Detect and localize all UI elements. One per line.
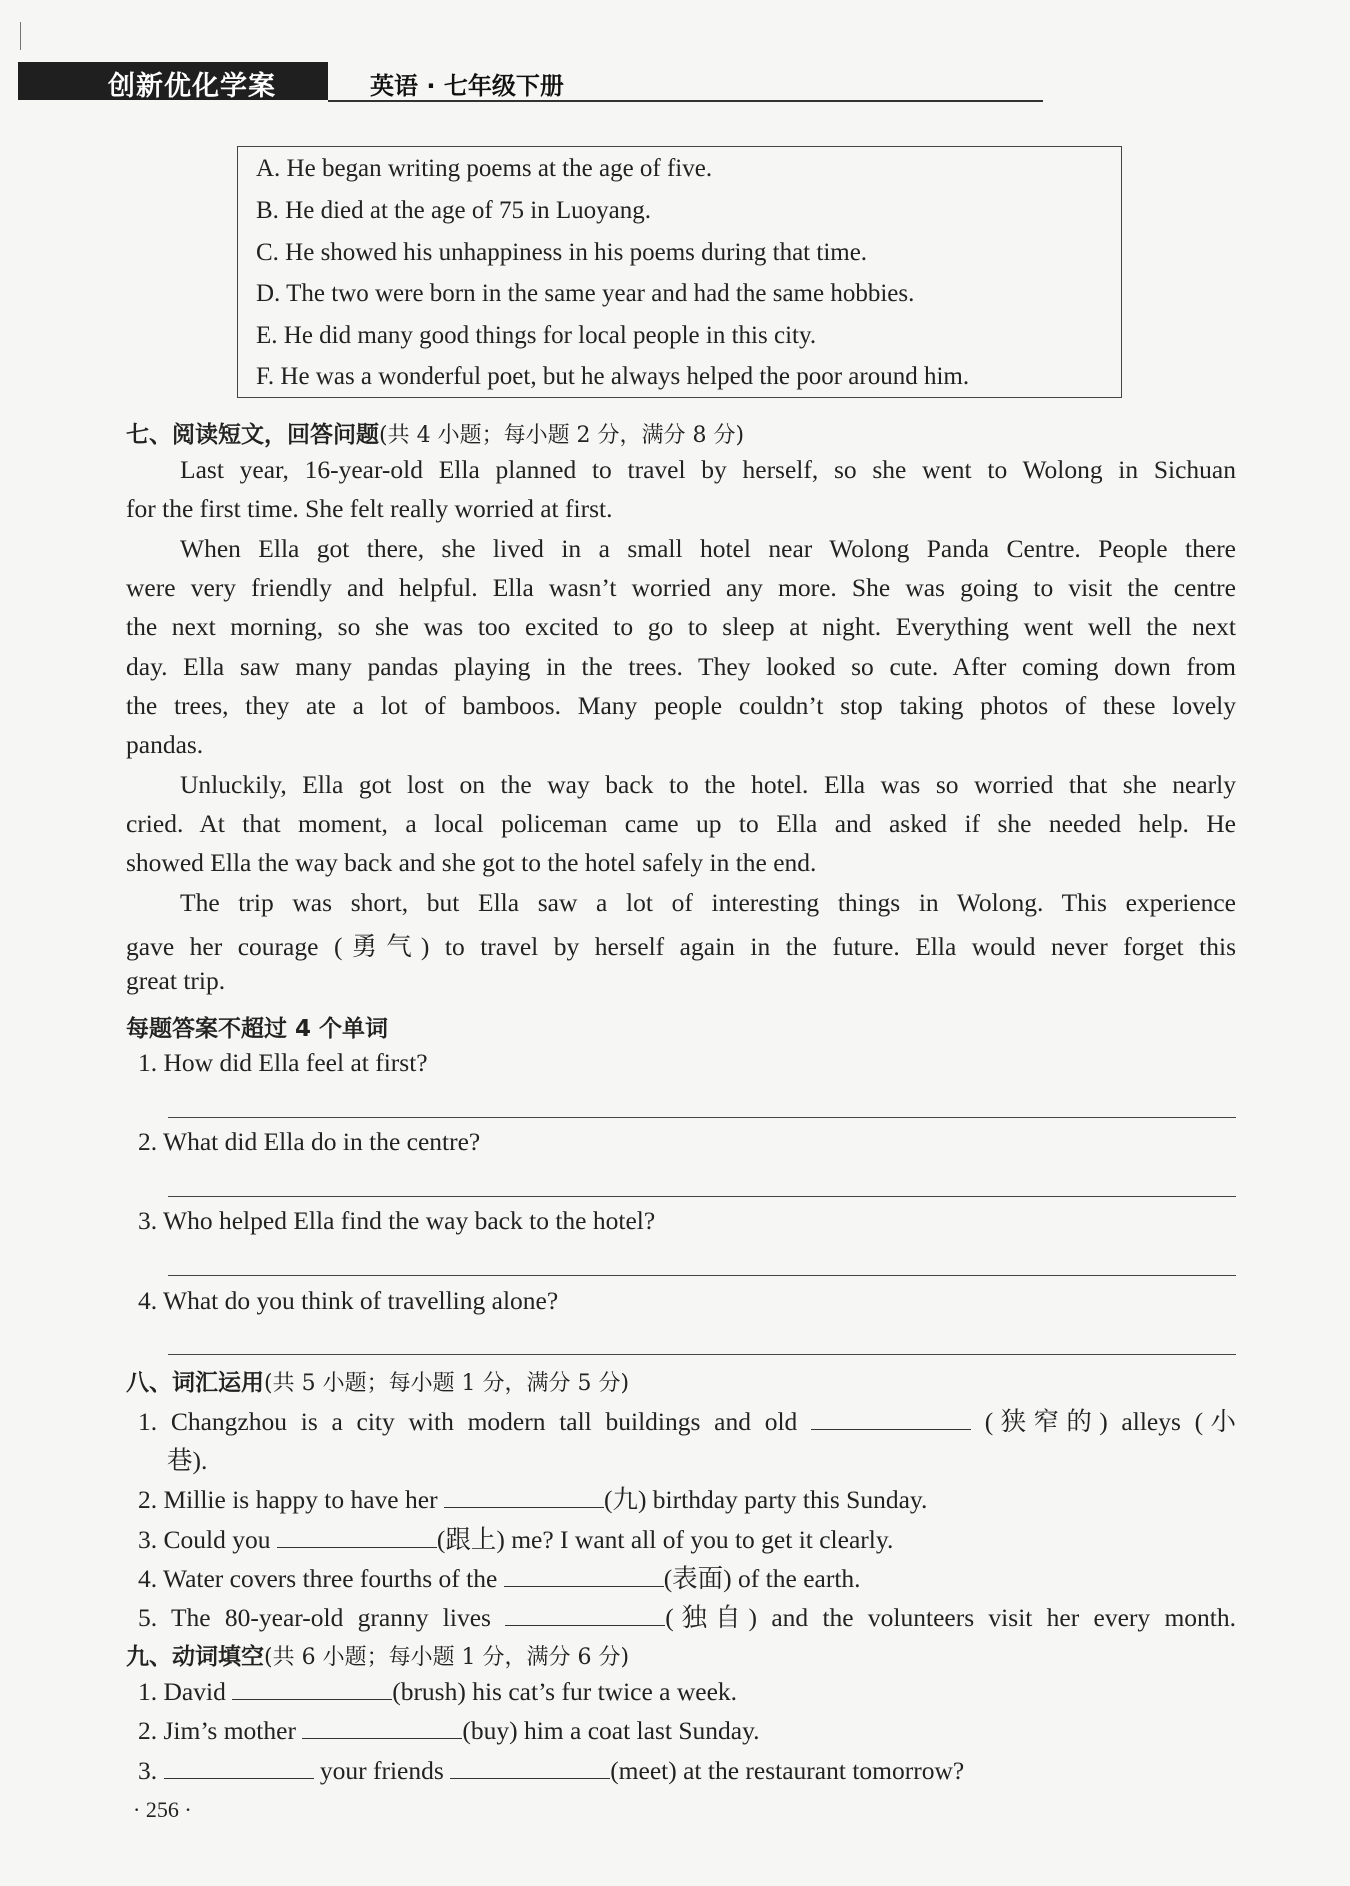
option-f: F. He was a wonderful poet, but he always helped the poor around him. (256, 363, 970, 390)
vocab-item-text: 1. Changzhou is a city with modern tall buildings and old (138, 1407, 798, 1436)
vocab-item-text: 3. Could you (138, 1525, 271, 1554)
passage-line: showed Ella the way back and she got to the hotel safely in the end. (126, 848, 817, 877)
verb-item-text: your friends (319, 1756, 444, 1785)
section7-title (126, 416, 744, 449)
passage-line: the trees, they ate a lot of bamboos. Many people couldn’t stop taking photos of these lovely (126, 691, 1236, 720)
vocab-item-4 (138, 1559, 861, 1595)
fill-blank[interactable] (164, 1756, 314, 1779)
option-e: E. He did many good things for local people in this city. (256, 322, 817, 349)
verb-item-text: 2. Jim’s mother (138, 1716, 296, 1745)
page-edge-mark (20, 22, 21, 50)
vocab-item-text: 5. The 80-year-old granny lives (138, 1603, 491, 1632)
vocab-item-text: 2. Millie is happy to have her (138, 1485, 438, 1514)
question-3: 3. Who helped Ella find the way back to the hotel? (138, 1206, 656, 1235)
section8-note: (共 5 小题；每小题 1 分，满分 5 分) (264, 1371, 630, 1396)
answer-instruction: 每题答案不超过 4 个单词 (126, 1016, 389, 1042)
vocab-item-5 (138, 1598, 1236, 1634)
fill-blank[interactable] (450, 1756, 610, 1779)
answer-line-2[interactable] (168, 1196, 1236, 1197)
passage-line: Last year, 16-year-old Ella planned to travel by herself, so she went to Wolong in Sichuan (180, 455, 1236, 484)
question-1: 1. How did Ella feel at first? (138, 1048, 428, 1077)
passage-line: day. Ella saw many pandas playing in the trees. They looked so cute. After coming down from (126, 652, 1236, 681)
option-a: A. He began writing poems at the age of five. (256, 155, 713, 182)
question-2: 2. What did Ella do in the centre? (138, 1127, 481, 1156)
options-box (237, 146, 1122, 398)
fill-blank[interactable] (302, 1716, 462, 1739)
header-rule (328, 100, 1043, 102)
verb-item-hint: (brush) his cat’s fur twice a week. (392, 1677, 738, 1706)
vocab-item-text: 4. Water covers three fourths of the (138, 1564, 498, 1593)
passage-line: The trip was short, but Ella saw a lot of interesting things in Wolong. This experience (180, 888, 1236, 917)
fill-blank[interactable] (505, 1603, 665, 1626)
verb-item-3 (138, 1756, 964, 1786)
fill-blank[interactable] (504, 1564, 664, 1587)
fill-blank[interactable] (811, 1407, 971, 1430)
verb-item-1 (138, 1677, 737, 1707)
passage-line: great trip. (126, 966, 226, 995)
vocab-item-2 (138, 1480, 927, 1516)
vocab-item-1-cont: 巷). (167, 1446, 208, 1475)
answer-line-3[interactable] (168, 1275, 1236, 1276)
verb-item-hint: (buy) him a coat last Sunday. (462, 1716, 760, 1745)
header-subject: 英语 · 七年级下册 (370, 72, 564, 100)
verb-item-text: 3. (138, 1756, 158, 1785)
fill-blank[interactable] (232, 1677, 392, 1700)
verb-item-text: 1. David (138, 1677, 226, 1706)
header-brand: 创新优化学案 (108, 71, 276, 102)
option-b: B. He died at the age of 75 in Luoyang. (256, 197, 652, 224)
passage-line: gave her courage (勇气) to travel by herself again in the future. Ella would never forget this (126, 932, 1236, 961)
passage-line: Unluckily, Ella got lost on the way back to the hotel. Ella was so worried that she nearly (180, 770, 1236, 799)
option-d: D. The two were born in the same year and had the same hobbies. (256, 280, 915, 307)
vocab-item-hint: (表面) of the earth. (663, 1564, 861, 1593)
answer-line-4[interactable] (168, 1354, 1236, 1355)
passage-line: the next morning, so she was too excited to go to sleep at night. Everything went well the next (126, 612, 1236, 641)
passage-line: were very friendly and helpful. Ella wasn’t worried any more. She was going to visit the centre (126, 573, 1236, 602)
vocab-item-3 (138, 1520, 893, 1556)
section8-title-text: 八、词汇运用 (126, 1370, 264, 1396)
section9-title-text: 九、动词填空 (126, 1644, 264, 1670)
passage-line: When Ella got there, she lived in a small hotel near Wolong Panda Centre. People there (180, 534, 1236, 563)
section9-title (126, 1638, 629, 1671)
passage-line: cried. At that moment, a local policeman came up to Ella and asked if she needed help. He (126, 809, 1236, 838)
section7-note: (共 4 小题；每小题 2 分，满分 8 分) (379, 423, 745, 448)
vocab-item-1 (138, 1402, 1236, 1438)
fill-blank[interactable] (444, 1485, 604, 1508)
section8-title (126, 1364, 629, 1397)
section9-note: (共 6 小题；每小题 1 分，满分 6 分) (264, 1645, 630, 1670)
vocab-item-hint: (狭窄的) alleys (小 (984, 1407, 1236, 1436)
passage-line: for the first time. She felt really worried at first. (126, 494, 613, 523)
verb-item-2 (138, 1716, 760, 1746)
option-c: C. He showed his unhappiness in his poems during that time. (256, 239, 868, 266)
verb-item-hint: (meet) at the restaurant tomorrow? (610, 1756, 965, 1785)
page-number: · 256 · (133, 1797, 192, 1822)
vocab-item-hint: (九) birthday party this Sunday. (603, 1485, 928, 1514)
section7-title-text: 七、阅读短文，回答问题 (126, 422, 379, 448)
passage-line: pandas. (126, 730, 204, 759)
answer-line-1[interactable] (168, 1117, 1236, 1118)
question-4: 4. What do you think of travelling alone? (138, 1286, 559, 1315)
fill-blank[interactable] (277, 1525, 437, 1548)
vocab-item-hint: (独自) and the volunteers visit her every month. (665, 1603, 1237, 1632)
vocab-item-hint: (跟上) me? I want all of you to get it clearly. (436, 1525, 894, 1554)
